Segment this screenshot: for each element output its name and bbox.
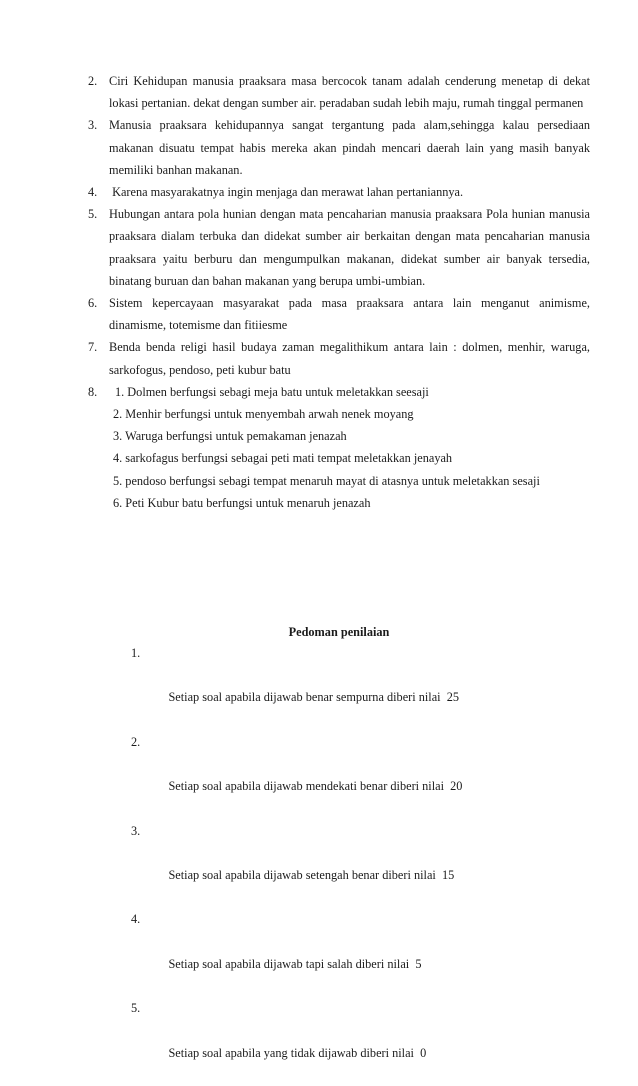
answer-item-6 xyxy=(88,292,590,336)
answer-text: Manusia praaksara kehidupannya sangat tergantung pada alam,sehingga kalau persediaan makanan disuatu tempat habis mereka akan pindah mencari daerah lain yang masih banyak memiliki banhan makanan. xyxy=(109,118,590,177)
answer-sub-line: 4. sarkofagus berfungsi sebagai peti mati tempat meletakkan jenayah xyxy=(113,451,453,466)
rubric-text: Setiap soal apabila dijawab setengah benar diberi nilai 15 xyxy=(168,868,455,883)
answer-sub-line: 5. pendoso berfungsi sebagi tempat menaruh mayat di atasnya untuk meletakkan sesaji xyxy=(113,473,540,488)
answer-sub-line: 3. Waruga berfungsi untuk pemakaman jenazah xyxy=(113,429,347,444)
rubric-item xyxy=(131,908,462,997)
rubric-text: Setiap soal apabila dijawab mendekati benar diberi nilai 20 xyxy=(168,779,463,794)
rubric-list xyxy=(131,642,462,1086)
answer-sub-line: 6. Peti Kubur batu berfungsi untuk menaruh jenazah xyxy=(113,495,371,510)
rubric-number: 3. xyxy=(131,823,141,838)
answer-list xyxy=(88,70,590,514)
rubric-number: 5. xyxy=(131,1001,141,1016)
answer-number: 4. xyxy=(88,185,98,200)
rubric-item xyxy=(131,997,462,1086)
rubric-number: 2. xyxy=(131,734,141,749)
rubric-item xyxy=(131,820,462,909)
rubric-item xyxy=(131,731,462,820)
answer-sub-line: 2. Menhir berfungsi untuk menyembah arwah nenek moyang xyxy=(113,407,414,422)
answer-text: Hubungan antara pola hunian dengan mata pencaharian manusia praaksara Pola hunian manusia praaksara dialam terbuka dan didekat sumber air berkaitan dengan mata pencaharian manusia praaksara yaitu berburu dan mengumpulkan makanan, didekat sumber air banyak tersedia, binatang buruan dan bahan makanan yang berupa umbi-umbian. xyxy=(109,207,590,288)
answer-sub-line: 1. Dolmen berfungsi sebagi meja batu untuk meletakkan seesaji xyxy=(115,384,429,399)
rubric-number: 1. xyxy=(131,646,141,660)
answer-item-7 xyxy=(88,336,590,380)
answer-number: 3. xyxy=(88,118,98,133)
rubric-text: Setiap soal apabila dijawab tapi salah diberi nilai 5 xyxy=(168,956,422,971)
answer-item-4 xyxy=(88,181,590,203)
answer-number: 2. xyxy=(88,74,98,88)
rubric-item xyxy=(131,642,462,731)
answer-text xyxy=(109,381,590,514)
answer-text: Karena masyarakatnya ingin menjaga dan merawat lahan pertaniannya. xyxy=(109,185,464,200)
rubric-text: Setiap soal apabila dijawab benar sempurna diberi nilai 25 xyxy=(168,690,460,705)
answer-number: 6. xyxy=(88,296,98,311)
answer-text: Benda benda religi hasil budaya zaman megalithikum antara lain : dolmen, menhir, waruga, sarkofogus, pendoso, peti kubur batu xyxy=(109,340,590,377)
answer-number: 7. xyxy=(88,340,98,355)
answer-item-2 xyxy=(88,70,590,114)
answer-item-8 xyxy=(88,381,590,514)
rubric-title: Pedoman penilaian xyxy=(288,625,390,639)
answer-text: Sistem kepercayaan masyarakat pada masa praaksara antara lain menganut animisme, dinamisme, totemisme dan fitiiesme xyxy=(109,296,590,333)
answer-text: Ciri Kehidupan manusia praaksara masa bercocok tanam adalah cenderung menetap di dekat lokasi pertanian. dekat dengan sumber air. peradaban sudah lebih maju, rumah tinggal permanen xyxy=(109,74,590,111)
answer-number: 5. xyxy=(88,207,98,222)
answer-number: 8. xyxy=(88,384,98,399)
answer-item-3 xyxy=(88,114,590,181)
rubric-text: Setiap soal apabila yang tidak dijawab diberi nilai 0 xyxy=(168,1045,427,1060)
rubric-number: 4. xyxy=(131,912,141,927)
answer-item-5 xyxy=(88,203,590,292)
